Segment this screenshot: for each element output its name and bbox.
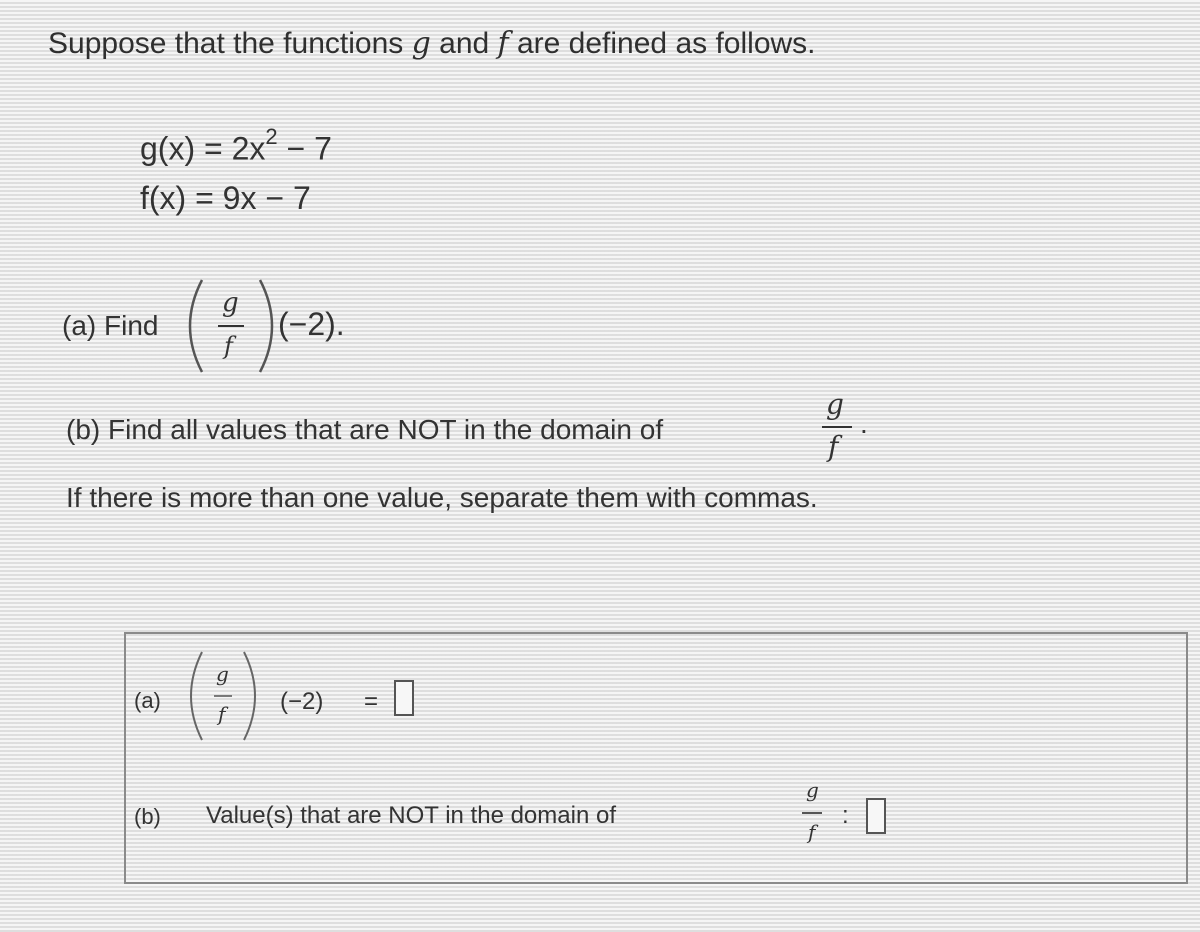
part-b-numerator: g xyxy=(826,388,844,421)
g-rhs: − 7 xyxy=(277,130,332,167)
prompt-and: and xyxy=(430,27,498,60)
part-a-denominator: f xyxy=(224,332,233,360)
prompt-prefix: Suppose that the functions xyxy=(48,27,412,60)
part-b-period: . xyxy=(860,408,868,439)
answer-a-input[interactable] xyxy=(394,680,414,716)
part-a-numerator: g xyxy=(222,288,239,318)
answer-b-text: Value(s) that are NOT in the domain of xyxy=(206,802,616,829)
answer-b-denominator: f xyxy=(808,820,816,844)
answer-a-argument: (−2) xyxy=(280,688,324,715)
part-a-argument: (−2). xyxy=(278,306,345,342)
part-b-fraction xyxy=(818,388,858,468)
answer-b-label: (b) xyxy=(134,804,161,829)
answer-b-fraction-bar xyxy=(802,812,822,814)
answer-a-denominator: f xyxy=(218,702,226,726)
answer-a-equals: = xyxy=(364,688,379,715)
answer-b-input[interactable] xyxy=(866,798,886,834)
f-definition xyxy=(140,180,311,217)
part-a-fraction-group xyxy=(176,276,276,376)
part-b-fraction-bar xyxy=(822,426,852,428)
prompt-g: g xyxy=(411,26,431,61)
g-exponent: 2 xyxy=(265,124,278,149)
f-def: f(x) = 9x − 7 xyxy=(140,180,311,216)
answer-b-numerator: g xyxy=(806,778,819,802)
part-b-instruction: If there is more than one value, separate them with commas. xyxy=(66,482,818,513)
g-definition xyxy=(140,124,332,168)
answer-b-colon: : xyxy=(842,802,849,829)
problem-statement xyxy=(48,26,816,61)
part-b-text: (b) Find all values that are NOT in the domain of xyxy=(66,414,664,445)
answer-b-fraction xyxy=(796,776,830,856)
answer-a-fraction-group xyxy=(180,648,264,744)
answer-panel xyxy=(124,632,1188,884)
answer-a-numerator: g xyxy=(216,662,229,686)
part-a-label: (a) Find xyxy=(62,310,159,341)
prompt-suffix: are defined as follows. xyxy=(508,27,816,60)
g-lhs: g(x) = 2x xyxy=(140,130,266,167)
part-b-denominator: f xyxy=(828,430,839,463)
answer-a-label: (a) xyxy=(134,688,161,713)
prompt-f: f xyxy=(497,26,509,61)
